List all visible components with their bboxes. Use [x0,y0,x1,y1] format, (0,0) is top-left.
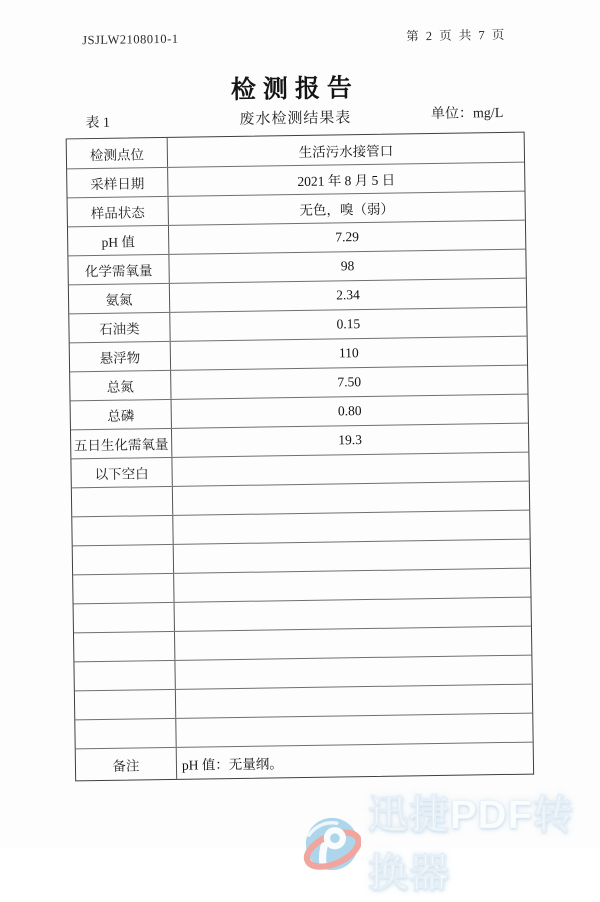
report-number: JSJLW2108010-1 [82,31,179,48]
row-label: 总氮 [70,371,171,400]
row-value: 98 [340,258,355,274]
watermark-text: 迅捷PDF转换器 [368,793,574,895]
empty-label-cell [72,516,173,545]
row-label: 化学需氧量 [68,255,169,284]
row-label: 五日生化需氧量 [71,429,172,458]
row-label: 检测点位 [67,138,168,168]
unit-label: 单位：mg/L [430,105,504,123]
row-value: 0.15 [336,316,361,332]
remark-row [76,742,533,781]
results-table [66,132,534,782]
empty-value-cell [175,598,531,631]
row-label: 总磷 [71,400,172,429]
row-label: 氨氮 [69,284,170,313]
pdf-converter-watermark [303,786,600,902]
row-value [172,453,528,486]
remark-label: 备注 [76,748,177,780]
empty-label-cell [75,719,176,748]
row-label: 样品状态 [68,197,169,226]
row-value: 110 [338,345,359,361]
empty-label-cell [75,690,176,719]
table-number-label: 表 1 [85,115,111,132]
empty-value-cell [174,540,530,573]
row-label: 以下空白 [71,458,172,487]
row-label: 采样日期 [67,168,168,197]
row-value: 2.34 [336,287,360,303]
row-label: 悬浮物 [70,342,171,371]
empty-value-cell [175,627,531,660]
report-title: 检测报告 [230,75,360,104]
row-label: 石油类 [69,313,170,342]
remark-value: pH 值：无量纲。 [181,755,283,773]
page-indicator: 第 2 页 共 7 页 [406,27,507,44]
row-value: 无色，嗅（弱） [299,201,395,218]
empty-label-cell [74,632,175,661]
empty-value-cell [175,656,531,689]
row-value: 0.80 [337,403,362,419]
empty-value-cell [176,714,532,747]
row-value: 2021 年 8 月 5 日 [297,172,396,190]
row-label: pH 值 [68,226,169,255]
empty-label-cell [74,603,175,632]
empty-value-cell [173,482,529,515]
empty-value-cell [176,685,532,718]
row-value: 7.50 [337,374,362,390]
table-title: 废水检测结果表 [239,110,352,128]
empty-label-cell [72,487,173,516]
empty-value-cell [174,569,530,602]
row-value: 19.3 [338,432,363,448]
empty-label-cell [73,574,174,603]
row-value: 7.29 [335,229,360,245]
empty-label-cell [73,545,174,574]
row-value: 生活污水接管口 [298,143,394,160]
empty-value-cell [173,511,529,544]
empty-label-cell [74,661,175,690]
pdf-converter-logo-icon [303,815,361,873]
